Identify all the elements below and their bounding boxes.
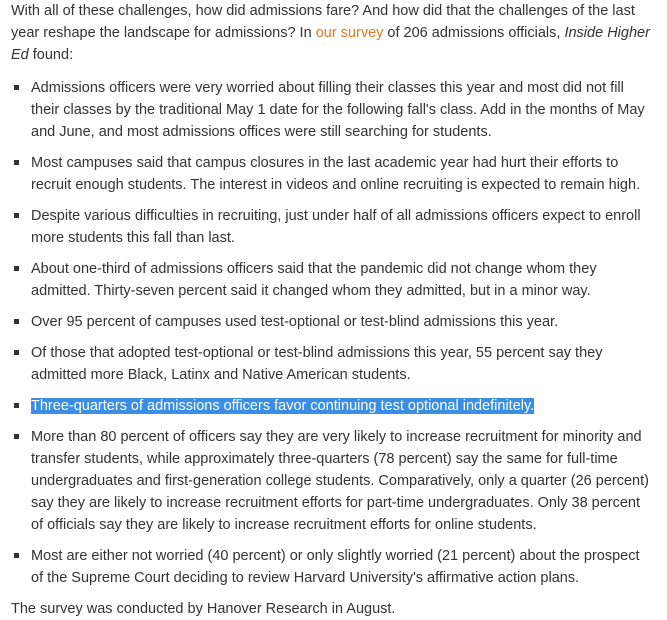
bullet-icon [14, 434, 19, 439]
finding-text: Most campuses said that campus closures in the last academic year had hurt their efforts to recruit enough students. The interest in videos and online recruiting is expected to remain high. [31, 155, 641, 193]
finding-text: About one-third of admissions officers said that the pandemic did not change whom they admitted. Thirty-seven percent said it changed whom they admitted, but in a minor way. [31, 261, 597, 299]
finding-item [11, 77, 650, 143]
intro-text: With all of these challenges, how did admissions fare? And how did that the challenges of the last year reshape the landscape for admissions? In [11, 3, 635, 41]
finding-item [11, 205, 650, 249]
finding-item [11, 545, 650, 589]
bullet-icon [14, 319, 19, 324]
finding-item [11, 152, 650, 196]
bullet-icon [14, 350, 19, 355]
finding-text: Admissions officers were very worried about filling their classes this year and most did not fill their classes by the traditional May 1 date for the following fall's class. Add in the months of May and June, and most admissions offices were still searching for students. [31, 80, 645, 140]
bullet-icon [14, 403, 19, 408]
bullet-icon [14, 213, 19, 218]
intro-paragraph [11, 0, 650, 66]
bullet-icon [14, 85, 19, 90]
intro-text-end: found: [28, 47, 74, 63]
finding-item [11, 426, 650, 536]
bullet-icon [14, 160, 19, 165]
publication-name: Inside Higher Ed [11, 25, 650, 63]
findings-list [11, 77, 650, 589]
intro-text-continued: of 206 admissions officials, [383, 25, 565, 41]
survey-link[interactable]: our survey [315, 25, 384, 41]
finding-item-highlighted [11, 395, 650, 417]
outro-paragraph: The survey was conducted by Hanover Research in August. [11, 601, 396, 617]
finding-text: Over 95 percent of campuses used test-optional or test-blind admissions this year. [31, 314, 559, 330]
finding-text: Despite various difficulties in recruiting, just under half of all admissions officers expect to enroll more students this fall than last. [31, 208, 641, 246]
finding-item [11, 258, 650, 302]
finding-item [11, 311, 650, 333]
finding-item [11, 342, 650, 386]
finding-text: Of those that adopted test-optional or test-blind admissions this year, 55 percent say they admitted more Black, Latinx and Native American students. [31, 345, 603, 383]
selected-text[interactable]: Three-quarters of admissions officers favor continuing test optional indefinitely. [31, 398, 535, 414]
bullet-icon [14, 553, 19, 558]
bullet-icon [14, 266, 19, 271]
finding-text: Most are either not worried (40 percent) or only slightly worried (21 percent) about the prospect of the Supreme Court deciding to review Harvard University's affirmative action plans. [31, 548, 640, 586]
finding-text: More than 80 percent of officers say they are very likely to increase recruitment for minority and transfer students, while approximately three-quarters (78 percent) say the same for full-time undergraduates and first-generation college students. Comparatively, only a quarter (26 percent) say they are likely to increase recruitment efforts for part-time undergraduates. Only 38 percent of officials say they are likely to increase recruitment efforts for online students. [31, 429, 649, 533]
